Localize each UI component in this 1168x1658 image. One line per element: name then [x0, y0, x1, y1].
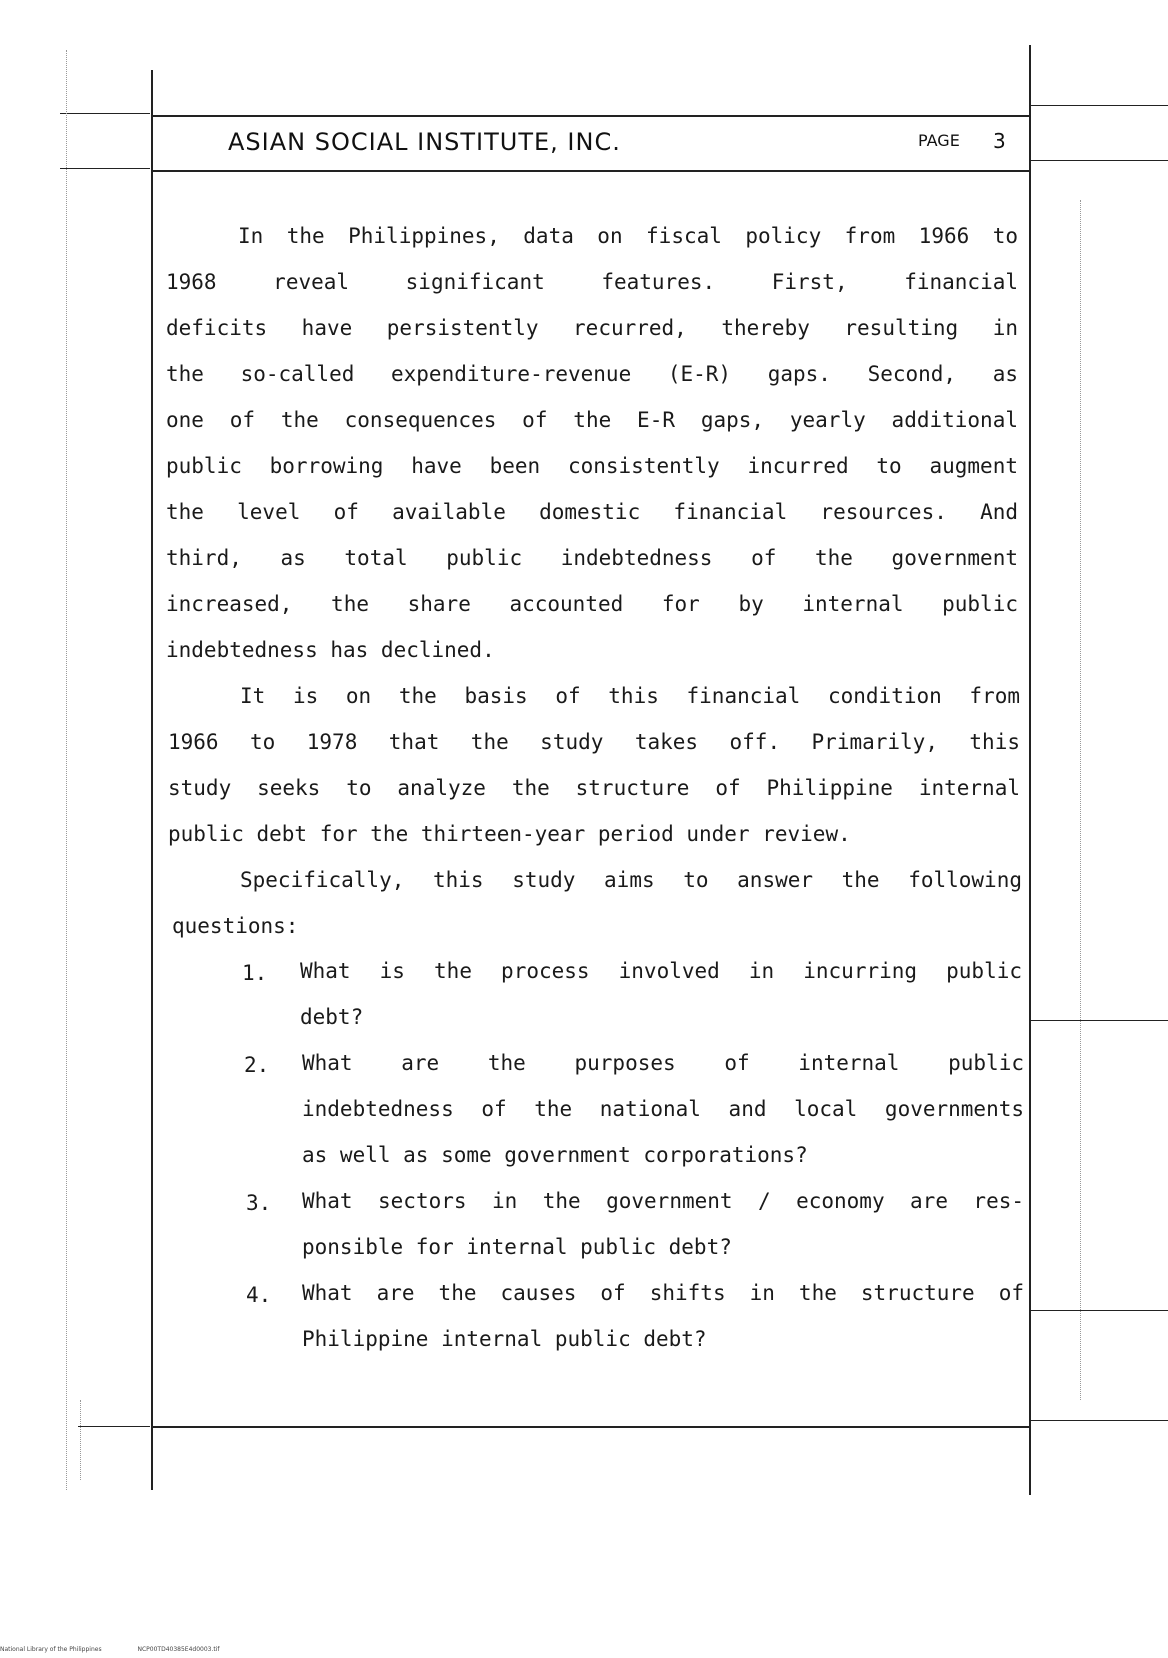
footer-library: National Library of the Philippines — [0, 1646, 102, 1653]
right-stub-upper — [1031, 1020, 1168, 1021]
p2-line: It is on the basis of this financial condition from — [240, 684, 1020, 708]
right-stub-top — [1031, 105, 1168, 106]
p2-line: 1966 to 1978 that the study takes off. Primarily, this — [168, 730, 1020, 754]
footer-file-id: NCP00TD40385E4d0003.tif — [137, 1646, 220, 1653]
question-line: ponsible for internal public debt? — [302, 1235, 732, 1259]
left-stub-bottom — [78, 1426, 150, 1427]
scan-footer — [0, 1646, 254, 1653]
left-dotted-margin — [66, 50, 67, 1490]
page-label: PAGE — [918, 131, 960, 150]
question-line: What sectors in the government / economy are res- — [302, 1189, 1024, 1213]
organization-title: ASIAN SOCIAL INSTITUTE, INC. — [228, 128, 621, 156]
right-stub-bottom — [1031, 1420, 1168, 1421]
p3-line: questions: — [172, 914, 299, 938]
p3-line: Specifically, this study aims to answer the following — [240, 868, 1022, 892]
p2-line: study seeks to analyze the structure of Philippine internal — [168, 776, 1020, 800]
left-dotted-margin-2 — [80, 1400, 81, 1480]
footer-rule — [151, 1426, 1031, 1428]
question-number: 4. — [246, 1283, 272, 1307]
p1-line: the so-called expenditure-revenue (E-R) gaps. Second, as — [166, 362, 1018, 386]
header-bottom-rule — [151, 170, 1031, 172]
p1-line: 1968 reveal significant features. First, financial — [166, 270, 1018, 294]
question-line: What is the process involved in incurring public — [300, 959, 1022, 983]
question-line: indebtedness of the national and local governments — [302, 1097, 1024, 1121]
page-number: 3 — [993, 129, 1006, 153]
right-dotted-margin — [1080, 200, 1081, 1400]
left-stub-mid — [60, 168, 150, 169]
p1-line: the level of available domestic financial resources. And — [166, 500, 1018, 524]
question-line: debt? — [300, 1005, 364, 1029]
left-stub-top — [60, 113, 150, 114]
p1-line: third, as total public indebtedness of the government — [166, 546, 1018, 570]
p1-line: indebtedness has declined. — [166, 638, 495, 662]
p1-line: one of the consequences of the E-R gaps, yearly additional — [166, 408, 1018, 432]
header-top-rule — [151, 115, 1031, 117]
right-margin-rule — [1029, 45, 1031, 1495]
left-margin-rule — [151, 70, 153, 1490]
right-stub-mid — [1031, 160, 1168, 161]
question-line: What are the purposes of internal public — [302, 1051, 1024, 1075]
p1-line: public borrowing have been consistently incurred to augment — [166, 454, 1018, 478]
p1-line: In the Philippines, data on fiscal policy from 1966 to — [238, 224, 1018, 248]
question-line: What are the causes of shifts in the structure of — [302, 1281, 1024, 1305]
p2-line: public debt for the thirteen-year period under review. — [168, 822, 851, 846]
p1-line: deficits have persistently recurred, thereby resulting in — [166, 316, 1018, 340]
question-line: Philippine internal public debt? — [302, 1327, 707, 1351]
question-line: as well as some government corporations? — [302, 1143, 808, 1167]
question-number: 1. — [242, 961, 268, 985]
p1-line: increased, the share accounted for by internal public — [166, 592, 1018, 616]
right-stub-lower — [1031, 1310, 1168, 1311]
question-number: 3. — [246, 1191, 272, 1215]
question-number: 2. — [244, 1053, 270, 1077]
